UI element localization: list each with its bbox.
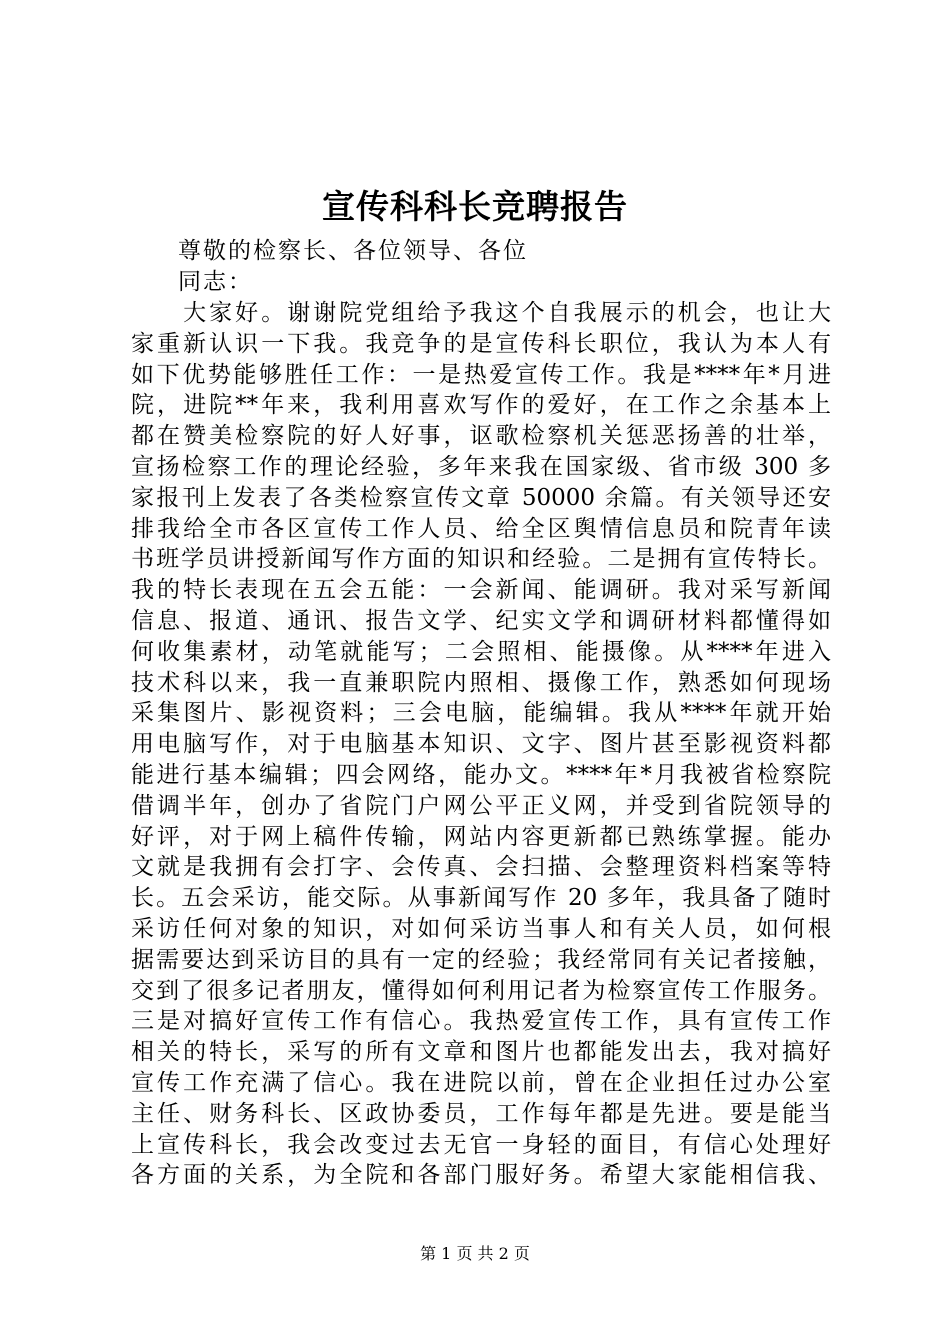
body-line: 我的特长表现在五会五能：一会新闻、能调研。我对采写新闻 (131, 577, 831, 604)
body-line: 文就是我拥有会打字、会传真、会扫描、会整理资料档案等特 (131, 854, 831, 881)
body-line: 何收集素材，动笔就能写；二会照相、能摄像。从****年进入 (131, 638, 831, 665)
body-line: 宣扬检察工作的理论经验，多年来我在国家级、省市级 300 多 (131, 453, 831, 480)
body-line: 信息、报道、通讯、报告文学、纪实文学和调研材料都懂得如 (131, 607, 831, 634)
body-line: 家报刊上发表了各类检察宣传文章 50000 余篇。有关领导还安 (131, 484, 831, 511)
body-line: 好评，对于网上稿件传输，网站内容更新都已熟练掌握。能办 (131, 823, 831, 850)
body-line: 各方面的关系，为全院和各部门服好务。希望大家能相信我、 (131, 1162, 831, 1189)
body-paragraph (131, 298, 831, 1191)
body-line: 相关的特长，采写的所有文章和图片也都能发出去，我对搞好 (131, 1039, 831, 1066)
body-line: 主任、财务科长、区政协委员，工作每年都是先进。要是能当 (131, 1100, 831, 1127)
body-line: 院，进院**年来，我利用喜欢写作的爱好，在工作之余基本上 (131, 392, 831, 419)
page-number: 第 1 页 共 2 页 (420, 1244, 530, 1263)
body-line: 用电脑写作，对于电脑基本知识、文字、图片甚至影视资料都 (131, 731, 831, 758)
body-line: 交到了很多记者朋友，懂得如何利用记者为检察宣传工作服务。 (131, 977, 831, 1004)
body-line: 书班学员讲授新闻写作方面的知识和经验。二是拥有宣传特长。 (131, 546, 831, 573)
document-title: 宣传科科长竞聘报告 (322, 187, 628, 226)
body-line: 借调半年，创办了省院门户网公平正义网，并受到省院领导的 (131, 792, 831, 819)
body-line: 技术科以来，我一直兼职院内照相、摄像工作，熟悉如何现场 (131, 669, 831, 696)
body-line: 三是对搞好宣传工作有信心。我热爱宣传工作，具有宣传工作 (131, 1008, 831, 1035)
body-line: 采访任何对象的知识，对如何采访当事人和有关人员，如何根 (131, 915, 831, 942)
salutation-line: 同志： (178, 268, 253, 295)
body-line: 排我给全市各区宣传工作人员、给全区舆情信息员和院青年读 (131, 515, 831, 542)
body-line: 都在赞美检察院的好人好事，讴歌检察机关惩恶扬善的壮举， (131, 423, 831, 450)
body-line: 如下优势能够胜任工作：一是热爱宣传工作。我是****年*月进 (131, 361, 831, 388)
body-line: 家重新认识一下我。我竞争的是宣传科长职位，我认为本人有 (131, 330, 831, 357)
body-line: 能进行基本编辑；四会网络，能办文。****年*月我被省检察院 (131, 761, 831, 788)
body-line: 大家好。谢谢院党组给予我这个自我展示的机会，也让大 (131, 300, 831, 326)
body-line: 上宣传科长，我会改变过去无官一身轻的面目，有信心处理好 (131, 1131, 831, 1158)
salutation-line: 尊敬的检察长、各位领导、各位 (178, 238, 528, 264)
body-line: 长。五会采访，能交际。从事新闻写作 20 多年，我具备了随时 (131, 885, 831, 912)
salutation (178, 236, 528, 298)
body-line: 宣传工作充满了信心。我在进院以前，曾在企业担任过办公室 (131, 1069, 831, 1096)
body-line: 据需要达到采访目的具有一定的经验；我经常同有关记者接触， (131, 946, 831, 973)
body-line: 采集图片、影视资料；三会电脑，能编辑。我从****年就开始 (131, 700, 831, 727)
